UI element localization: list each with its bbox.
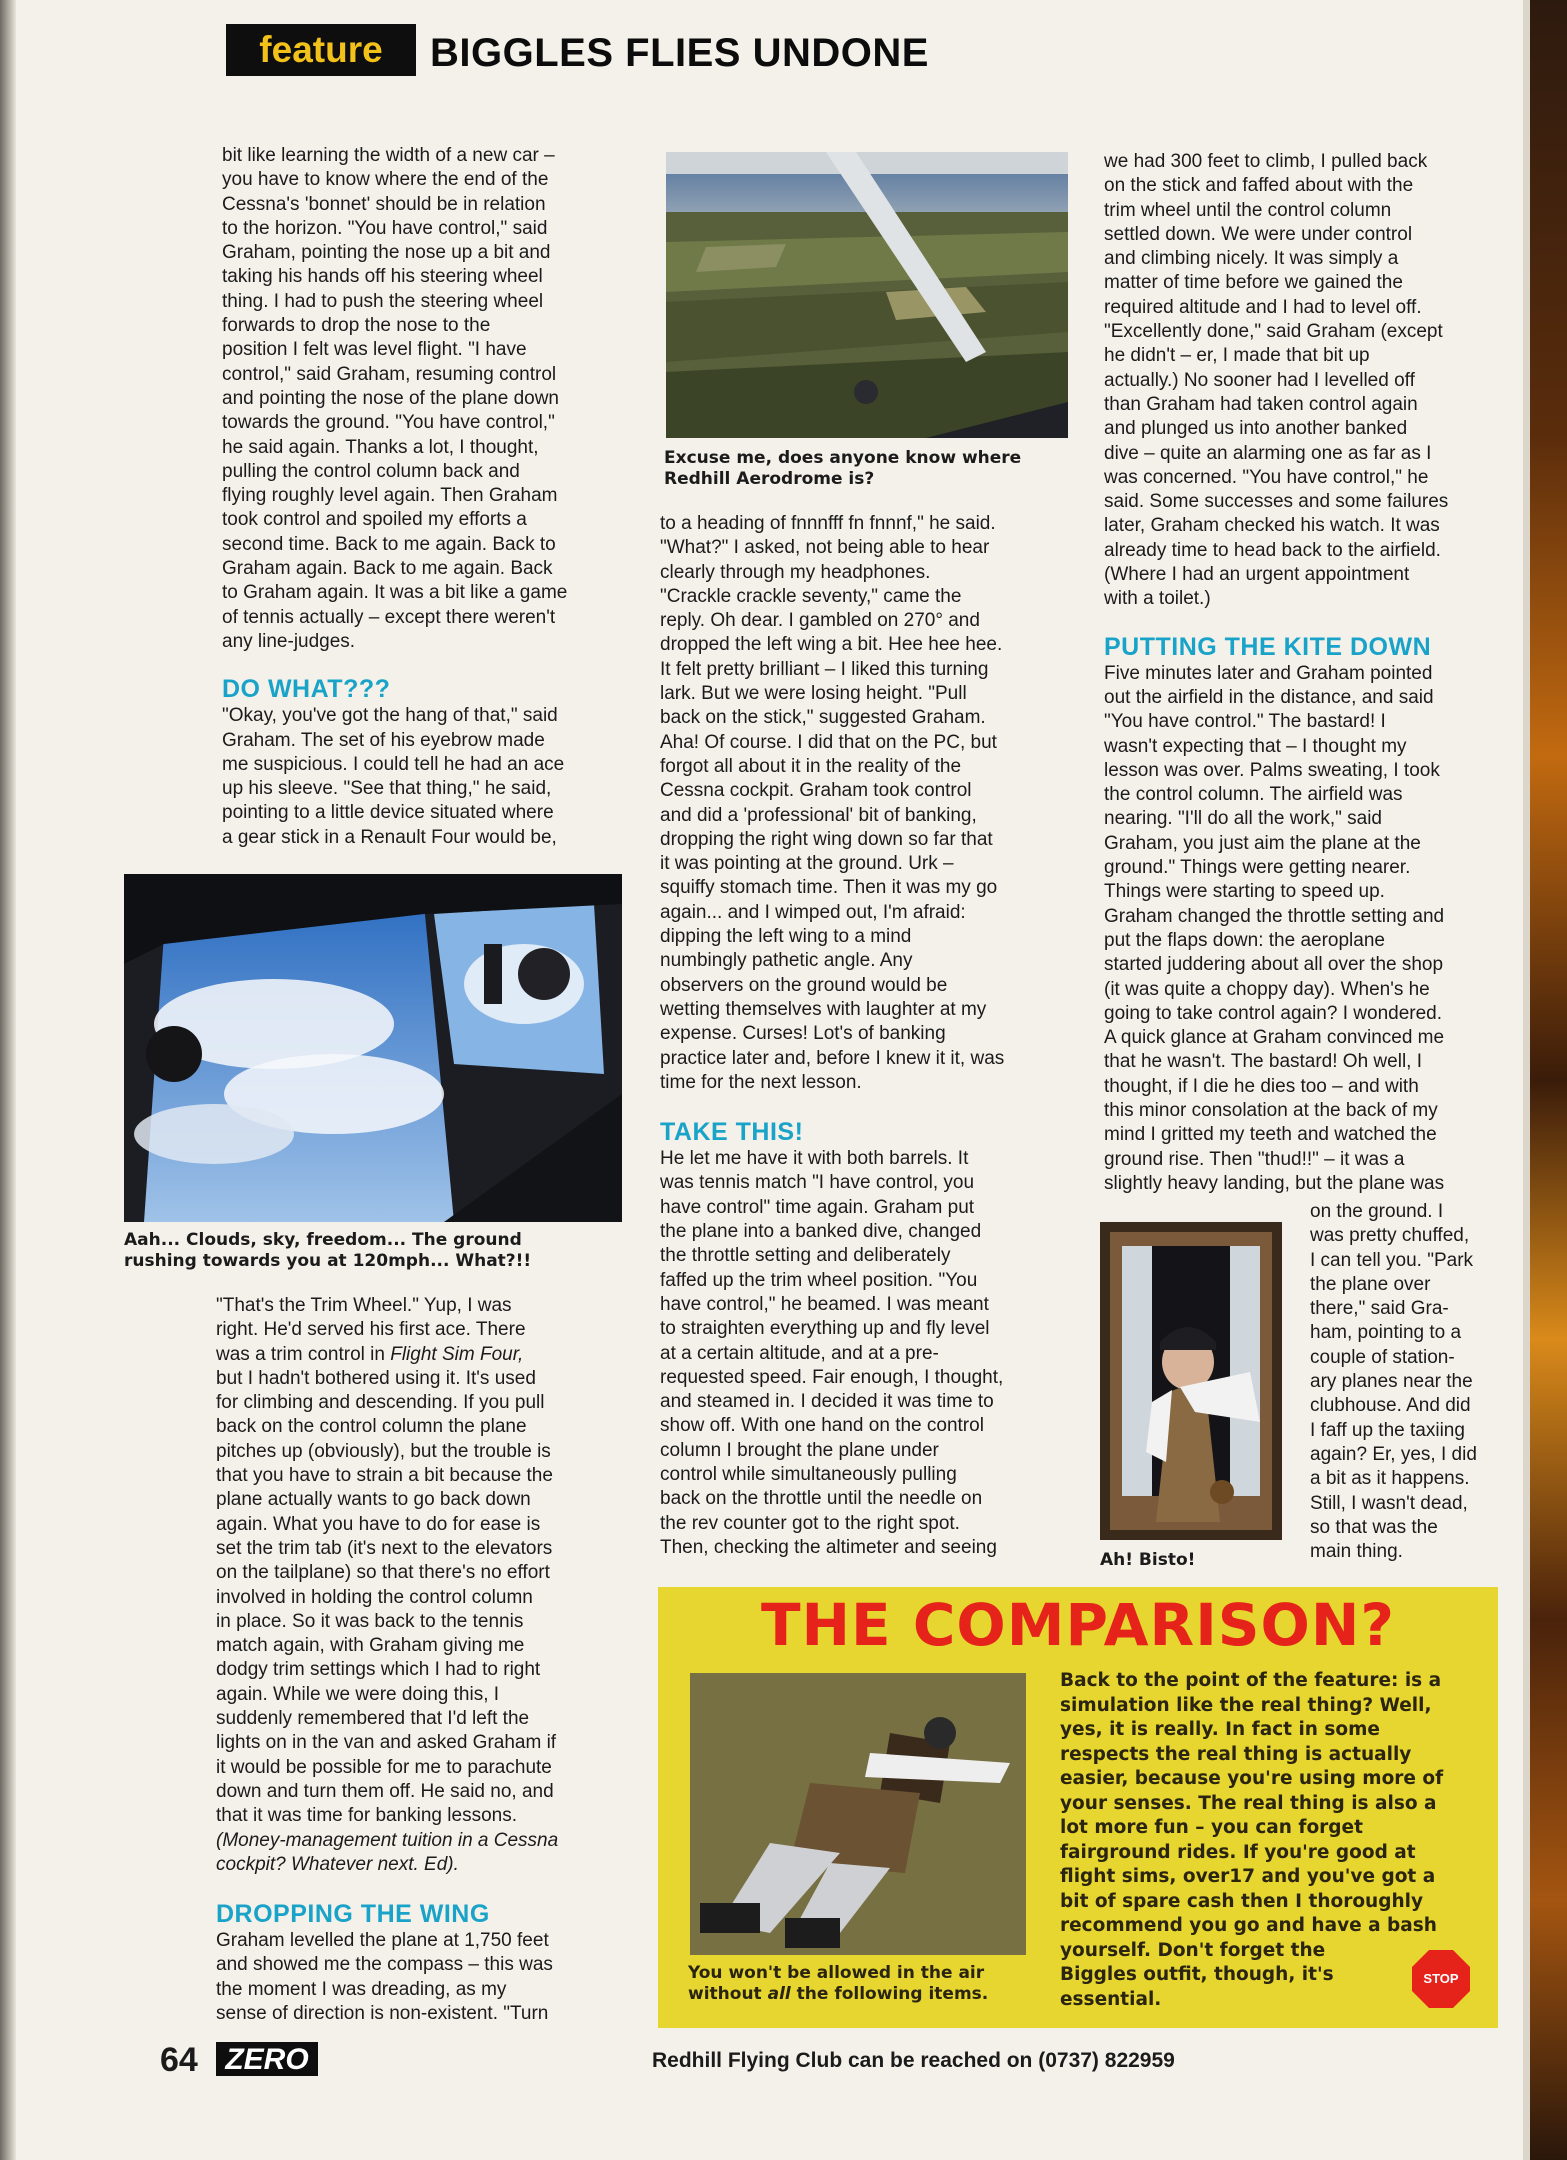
comparison-box [658, 1587, 1498, 2028]
binding-spine [0, 0, 16, 2160]
outfit-photo-caption [688, 1963, 1028, 2005]
article-title: BIGGLES FLIES UNDONE [430, 31, 929, 75]
comparison-text: Back to the point of the feature: is a simulation like the real thing? Well, yes, it is really. In fact in some respects the real thing is actually easier, because you're using more of your senses. The real thing is also a lot more fun – you can forget fairground rides. If you're good at flight sims, over17 and you've got a bit of spare cash then I thoroughly recommend you go and have a bash yourself. Don't forget the Biggles outfit, though, it's essential. [1060, 1670, 1444, 2010]
subhead-putting-the-kite-down: PUTTING THE KITE DOWN [1104, 632, 1432, 661]
body-paragraph: Graham levelled the plane at 1,750 feet and showed me the compass – this was the moment I was dreading, as my sense of direction is non-existent. "Turn [216, 1930, 553, 2025]
caption-text: You won't be allowed in the air without [688, 1963, 985, 2004]
pilot-window-photo-image [1100, 1222, 1282, 1540]
column-2 [660, 512, 1070, 1560]
feature-tag: feature [226, 24, 416, 76]
aerial-photo [666, 152, 1068, 438]
body-paragraph: He let me have it with both barrels. It was tennis match "I have control, you have control" time again. Graham put the plane into a banked dive, changed the throttle setting and deliberately faffed up the trim wheel position. "You have control," he beamed. I was meant to straighten everything up and fly level at a certain altitude, and at a pre- requested speed. Fair enough, I thought, and steamed in. I decided it was time to show off. With one hand on the control column I brought the plane under control while simultaneously pulling back on the throttle until the needle on the rev counter got to the right spot. Then, checking the altimeter and seeing [660, 1148, 1004, 1558]
page-number: 64 [160, 2041, 198, 2079]
caption-text: the following items. [790, 1984, 989, 2004]
magazine-logo: ZERO [216, 2042, 318, 2076]
body-paragraph: bit like learning the width of a new car – you have to know where the end of the Cessna's 'bonnet' should be in relation to the horizon. "You have control," said Graham, pointing the nose up a bit and taking his hands off his steering wheel thing. I had to push the steering wheel forwards to drop the nose to the position I felt was level flight. "I have control," said Graham, resuming control and pointing the nose of the plane down towards the ground. "You have control," he said again. Thanks a lot, I thought, pulling the control column back and flying roughly level again. Then Graham took control and spoiled my efforts a second time. Back to me again. Back to Graham again. Back to me again. Back to Graham again. It was a bit like a game of tennis actually – except there weren't any line-judges. [222, 145, 568, 652]
body-paragraph: "Okay, you've got the hang of that," said Graham. The set of his eyebrow made me suspicious. I could tell he had an ace up his sleeve. "See that thing," he said, pointing to a little device situated where a gear stick in a Renault Four would be, [222, 705, 565, 848]
pilot-window-photo [1100, 1222, 1282, 1540]
pilot-photo-caption: Ah! Bisto! [1100, 1550, 1196, 1570]
caption-italic: all [767, 1984, 791, 2004]
cockpit-photo [124, 874, 622, 1222]
stop-sign-label: STOP [1423, 1971, 1459, 1986]
body-paragraph [216, 1294, 626, 1877]
body-italic: Flight Sim Four, [390, 1343, 524, 1365]
editor-note: (Money-management tuition in a Cessna cockpit? Whatever next. Ed). [216, 1829, 559, 1875]
biggles-outfit-photo [690, 1673, 1026, 1955]
aerial-photo-caption: Excuse me, does anyone know where Redhill Aerodrome is? [664, 448, 1022, 489]
adjacent-page-bleed [1530, 0, 1567, 2160]
biggles-outfit-photo-image [690, 1673, 1026, 1955]
comparison-title: THE COMPARISON? [760, 1591, 1396, 1659]
body-paragraph: we had 300 feet to climb, I pulled back on the stick and faffed about with the trim wheel until the control column settled down. We were under control and climbing nicely. It was simply a matter of time before we gained the required altitude and I had to level off. "Excellently done," said Graham (except he didn't – er, I made that bit up actually.) No sooner had I levelled off than Graham had taken control again and plunged us into another banked dive – quite an alarming one as far as I was concerned. "You have control," he said. Some successes and some failures later, Graham checked his watch. It was already time to head back to the airfield. (Where I had an urgent appointment with a toilet.) [1104, 151, 1449, 610]
body-paragraph: on the ground. I was pretty chuffed, I can tell you. "Park the plane over there," said Gra- ham, pointing to a couple of station- ary planes near the clubhouse. And did I faff up the taxiing again? Er, yes, I did a bit as it happens. Still, I wasn't dead, so that was the main thing. [1310, 1201, 1477, 1563]
footer-note: Redhill Flying Club can be reached on (0737) 822959 [652, 2049, 1175, 2072]
body-text: but I hadn't bothered using it. It's used for climbing and descending. If you pull back on the control column the plane pitches up (obviously), but the trouble is that you have to strain a bit because the plane actually wants to go back down again. What you have to do for ease is set the trim tab (it's next to the elevators on the tailplane) so that there's no effort involved in holding the control column in place. So it was back to the tennis match again, with Graham giving me dodgy trim settings which I had to right again. While we were doing this, I suddenly remembered that I'd left the lights on in the van and asked Graham if it would be possible for me to parachute down and turn them off. He said no, and that it was time for banking lessons. [216, 1367, 557, 1827]
column-1-bottom [216, 1294, 626, 2026]
cockpit-photo-image [124, 874, 622, 1222]
column-3-top [1104, 150, 1516, 1196]
cockpit-photo-caption: Aah... Clouds, sky, freedom... The ground rushing towards you at 120mph... What?!! [124, 1230, 532, 1271]
subhead-do-what: DO WHAT??? [222, 675, 391, 704]
column-1-top [222, 144, 632, 850]
aerial-photo-image [666, 152, 1068, 438]
body-paragraph: Five minutes later and Graham pointed out the airfield in the distance, and said "You have control." The bastard! I wasn't expecting that – I thought my lesson was over. Palms sweating, I took the control column. The airfield was nearing. "I'll do all the work," said Graham, you just aim the plane at the ground." Things were getting nearer. Things were starting to speed up. Graham changed the throttle setting and put the flaps down: the aeroplane started juddering about all over the shop (it was quite a choppy day). When's he going to take control again? I wondered. A quick glance at Graham convinced me that he wasn't. The bastard! Oh well, I thought, if I die he dies too – and with this minor consolation at the back of my mind I gritted my teeth and watched the ground rise. Then "thud!!" – it was a slightly heavy landing, but the plane was [1104, 662, 1445, 1194]
subhead-dropping-the-wing: DROPPING THE WING [216, 1900, 490, 1929]
body-paragraph: to a heading of fnnnfff fn fnnnf," he said. "What?" I asked, not being able to hear clearly through my headphones. "Crackle crackle seventy," came the reply. Oh dear. I gambled on 270° and dropped the left wing a bit. Hee hee hee. It felt pretty brilliant – I liked this turning lark. But we were losing height. "Pull back on the stick," suggested Graham. Aha! Of course. I did that on the PC, but forgot all about it in the reality of the Cessna cockpit. Graham took control and did a 'professional' bit of banking, dropping the right wing down so far that it was pointing at the ground. Urk – squiffy stomach time. Then it was my go again... and I wimped out, I'm afraid: dipping the left wing to a mind numbingly pathetic angle. Any observers on the ground would be wetting themselves with laughter at my expense. Curses! Lot's of banking practice later and, before I knew it it, was time for the next lesson. [660, 513, 1005, 1093]
body-text: "That's the Trim Wheel." Yup, I was right. He'd served his first ace. There was a trim control in [216, 1295, 526, 1365]
subhead-take-this: TAKE THIS! [660, 1118, 804, 1147]
column-3-bottom [1310, 1200, 1516, 1564]
